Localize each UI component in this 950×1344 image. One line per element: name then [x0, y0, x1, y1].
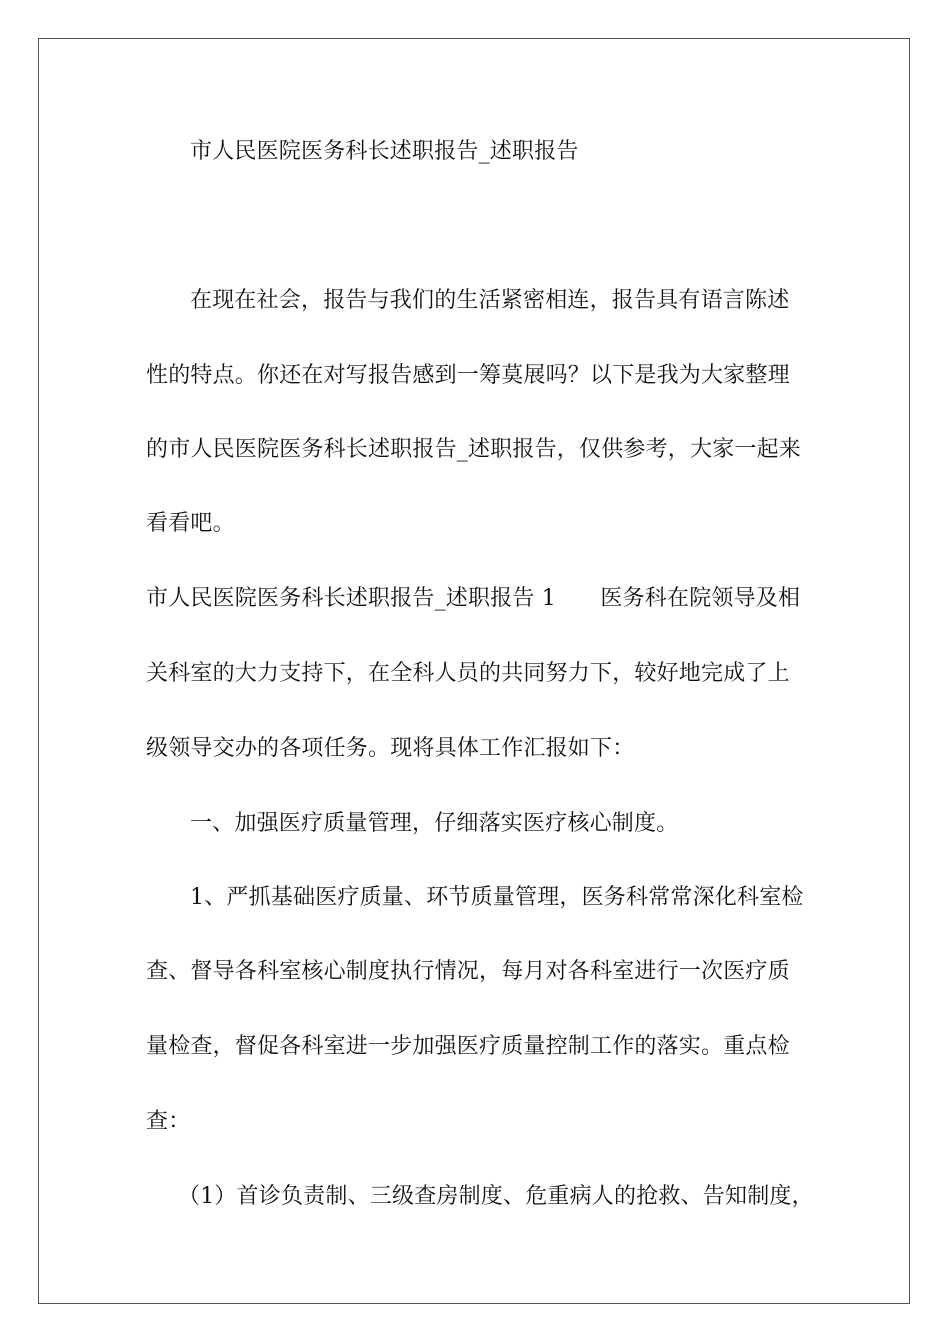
paragraph-line: 查： — [146, 1109, 191, 1134]
document-title: 市人民医院医务科长述职报告_述职报告 — [190, 139, 579, 164]
paragraph-line: 量检查，督促各科室进一步加强医疗质量控制工作的落实。重点检 — [146, 1034, 790, 1059]
paragraph-line: 关科室的大力支持下，在全科人员的共同努力下，较好地完成了上 — [146, 661, 790, 686]
paragraph-line: 查、督导各科室核心制度执行情况，每月对各科室进行一次医疗质 — [146, 959, 790, 984]
paragraph-line: 看看吧。 — [146, 511, 235, 536]
paragraph-line: 1、严抓基础医疗质量、环节质量管理，医务科常常深化科室检 — [190, 885, 804, 910]
heading-line: 一、加强医疗质量管理，仔细落实医疗核心制度。 — [190, 811, 679, 836]
section-heading-line: 市人民医院医务科长述职报告_述职报告 1 医务科在院领导及相 — [146, 586, 801, 611]
paragraph-line: 在现在社会，报告与我们的生活紧密相连，报告具有语言陈述 — [190, 288, 790, 313]
paragraph-line: （1）首诊负责制、三级查房制度、危重病人的抢救、告知制度， — [178, 1184, 814, 1209]
paragraph-line: 的市人民医院医务科长述职报告_述职报告，仅供参考，大家一起来 — [146, 437, 802, 462]
paragraph-line: 级领导交办的各项任务。现将具体工作汇报如下： — [146, 736, 635, 761]
paragraph-line: 性的特点。你还在对写报告感到一筹莫展吗？以下是我为大家整理 — [146, 363, 790, 388]
